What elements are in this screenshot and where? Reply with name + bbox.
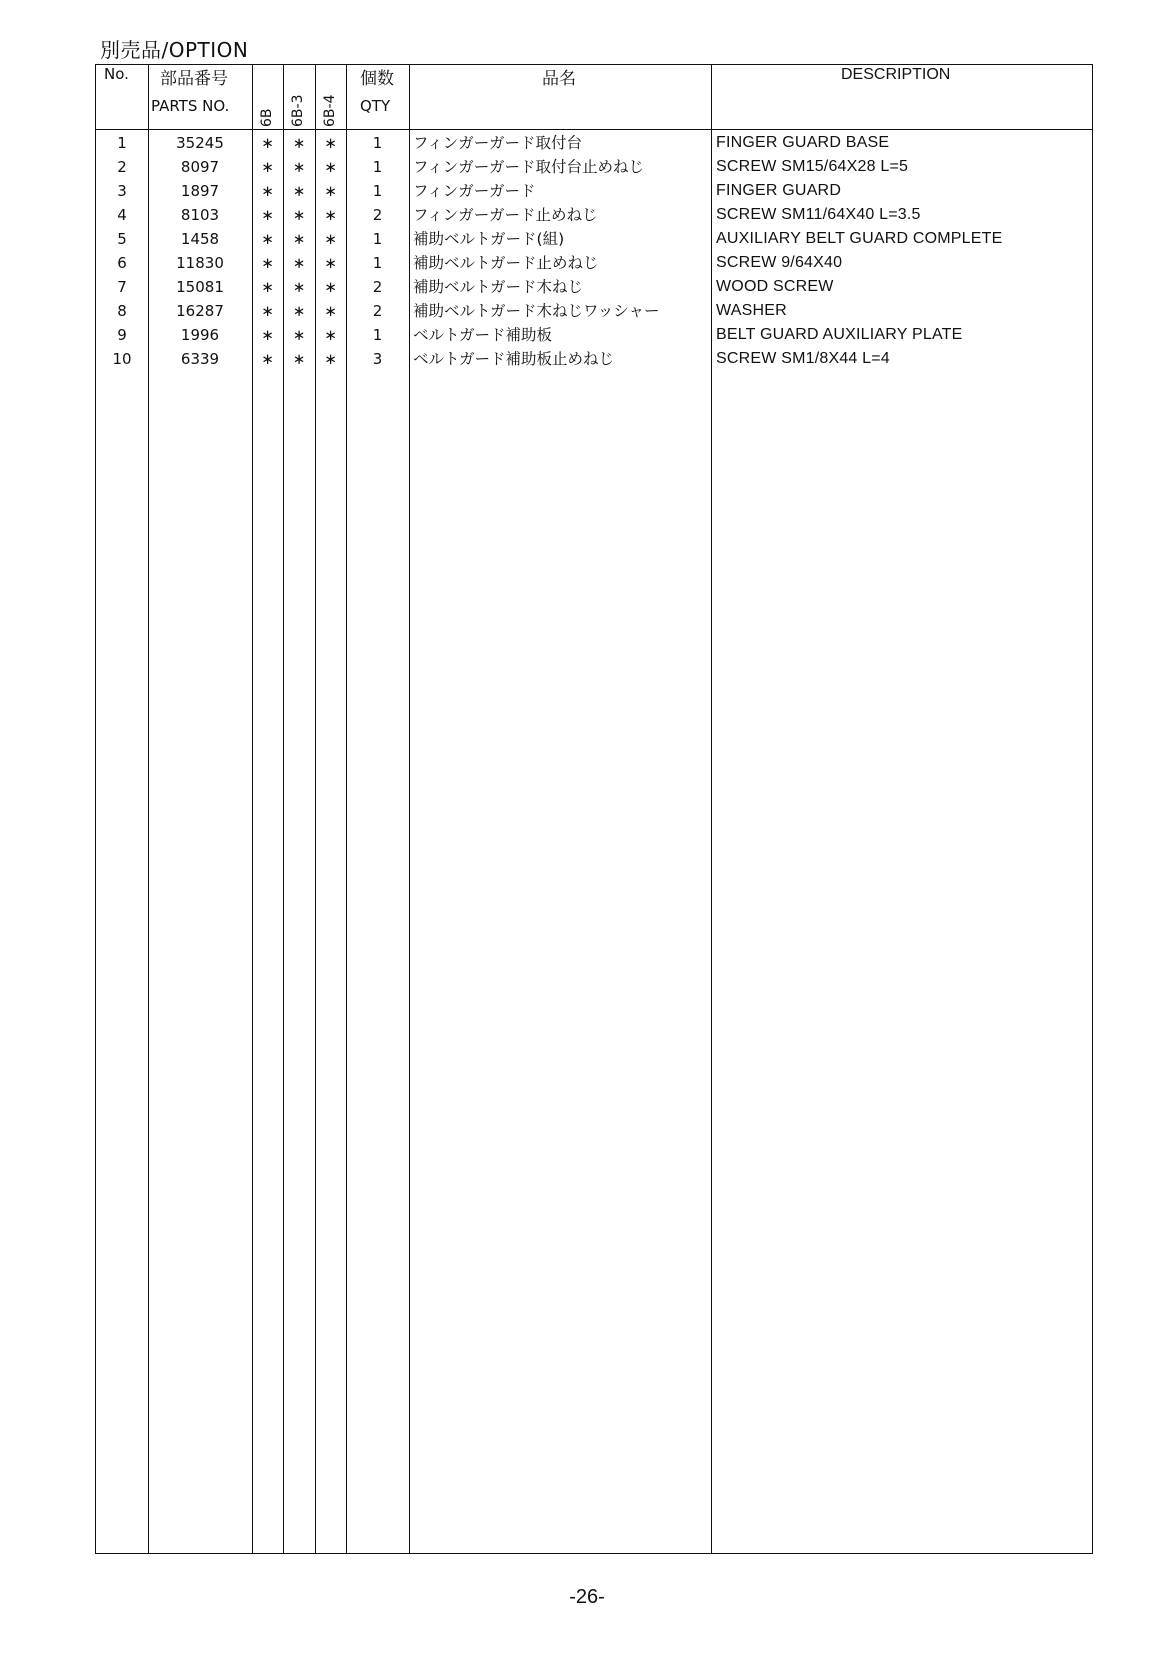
part-name-jp: 補助ベルトガード止めねじ [413, 254, 599, 272]
row-no: 9 [117, 326, 127, 344]
row-no: 10 [112, 350, 132, 368]
part-description: SCREW 9/64X40 [716, 254, 843, 271]
table-row [96, 251, 1092, 275]
quantity: 2 [372, 302, 383, 320]
header-parts-no-jp: 部品番号 [160, 69, 228, 89]
page-title: 別売品/OPTION [100, 38, 249, 62]
header-parts-no-en: PARTS NO. [151, 97, 230, 115]
model-6b-mark: ∗ [261, 134, 274, 152]
model-6b-mark: ∗ [261, 350, 274, 368]
part-number: 35245 [176, 134, 224, 152]
part-number: 1897 [180, 182, 220, 200]
header-divider [96, 129, 1092, 130]
row-no: 6 [117, 254, 127, 272]
part-number: 15081 [176, 278, 224, 296]
model-6b-4-mark: ∗ [324, 278, 337, 296]
model-6b-3-mark: ∗ [292, 230, 306, 248]
model-6b-3-mark: ∗ [292, 182, 306, 200]
part-name-jp: フィンガーガード取付台 [413, 134, 582, 152]
row-no: 4 [117, 206, 127, 224]
header-model-6b-3: 6B-3 [290, 94, 306, 127]
part-name-jp: 補助ベルトガード木ねじワッシャー [413, 302, 660, 320]
part-description: BELT GUARD AUXILIARY PLATE [716, 326, 963, 343]
header-model-6b-4: 6B-4 [322, 94, 338, 127]
part-description: SCREW SM1/8X44 L=4 [716, 350, 890, 367]
part-name-jp: ベルトガード補助板止めねじ [413, 350, 615, 368]
part-number: 16287 [176, 302, 224, 320]
table-row [96, 299, 1092, 323]
model-6b-mark: ∗ [261, 230, 274, 248]
model-6b-3-mark: ∗ [292, 302, 306, 320]
part-description: WASHER [716, 302, 787, 319]
model-6b-4-mark: ∗ [324, 182, 337, 200]
quantity: 1 [372, 230, 383, 248]
model-6b-4-mark: ∗ [324, 326, 337, 344]
model-6b-3-mark: ∗ [292, 206, 306, 224]
model-6b-3-mark: ∗ [292, 158, 306, 176]
table-row [96, 227, 1092, 251]
model-6b-3-mark: ∗ [292, 134, 306, 152]
model-6b-3-mark: ∗ [292, 278, 306, 296]
row-no: 1 [117, 134, 127, 152]
part-description: FINGER GUARD BASE [716, 134, 890, 151]
part-number: 11830 [176, 254, 224, 272]
page-number: -26- [569, 1586, 605, 1608]
part-name-jp: フィンガーガード [413, 182, 536, 200]
part-name-jp: ベルトガード補助板 [413, 326, 553, 344]
model-6b-3-mark: ∗ [292, 326, 306, 344]
table-row [96, 347, 1092, 371]
model-6b-4-mark: ∗ [324, 230, 337, 248]
model-6b-4-mark: ∗ [324, 350, 337, 368]
row-no: 8 [117, 302, 127, 320]
row-no: 2 [117, 158, 127, 176]
part-number: 8097 [180, 158, 220, 176]
model-6b-mark: ∗ [261, 326, 274, 344]
model-6b-4-mark: ∗ [324, 302, 337, 320]
table-row [96, 275, 1092, 299]
header-qty-en: QTY [360, 97, 391, 115]
header-description: DESCRIPTION [841, 66, 951, 83]
table-row [96, 131, 1092, 155]
model-6b-mark: ∗ [261, 278, 274, 296]
part-description: SCREW SM15/64X28 L=5 [716, 158, 909, 175]
model-6b-mark: ∗ [261, 158, 274, 176]
quantity: 2 [372, 206, 383, 224]
parts-table [95, 64, 1093, 1554]
header-qty-jp: 個数 [360, 69, 394, 89]
part-name-jp: フィンガーガード止めねじ [413, 206, 598, 224]
table-row [96, 179, 1092, 203]
header-name-jp: 品名 [542, 69, 576, 89]
part-description: WOOD SCREW [716, 278, 834, 295]
quantity: 1 [372, 182, 383, 200]
model-6b-3-mark: ∗ [292, 254, 306, 272]
row-no: 3 [117, 182, 127, 200]
quantity: 1 [372, 134, 383, 152]
model-6b-4-mark: ∗ [324, 254, 337, 272]
model-6b-mark: ∗ [261, 206, 274, 224]
part-name-jp: 補助ベルトガード木ねじ [413, 278, 584, 296]
part-name-jp: フィンガーガード取付台止めねじ [413, 158, 644, 176]
model-6b-mark: ∗ [261, 302, 274, 320]
part-number: 1996 [180, 326, 220, 344]
quantity: 1 [372, 326, 383, 344]
header-model-6b: 6B [259, 108, 275, 127]
part-number: 1458 [180, 230, 220, 248]
part-name-jp: 補助ベルトガード(組) [413, 230, 565, 248]
model-6b-mark: ∗ [261, 254, 274, 272]
model-6b-4-mark: ∗ [324, 158, 337, 176]
quantity: 1 [372, 254, 383, 272]
part-number: 8103 [180, 206, 220, 224]
header-no: No. [104, 65, 129, 83]
table-row [96, 323, 1092, 347]
model-6b-mark: ∗ [261, 182, 274, 200]
part-description: FINGER GUARD [716, 182, 842, 199]
table-row [96, 155, 1092, 179]
quantity: 3 [372, 350, 383, 368]
row-no: 5 [117, 230, 127, 248]
model-6b-4-mark: ∗ [324, 206, 337, 224]
quantity: 1 [372, 158, 383, 176]
table-row [96, 203, 1092, 227]
model-6b-4-mark: ∗ [324, 134, 337, 152]
part-number: 6339 [180, 350, 220, 368]
row-no: 7 [117, 278, 127, 296]
model-6b-3-mark: ∗ [292, 350, 306, 368]
quantity: 2 [372, 278, 383, 296]
part-description: SCREW SM11/64X40 L=3.5 [716, 206, 921, 223]
part-description: AUXILIARY BELT GUARD COMPLETE [716, 230, 1003, 247]
